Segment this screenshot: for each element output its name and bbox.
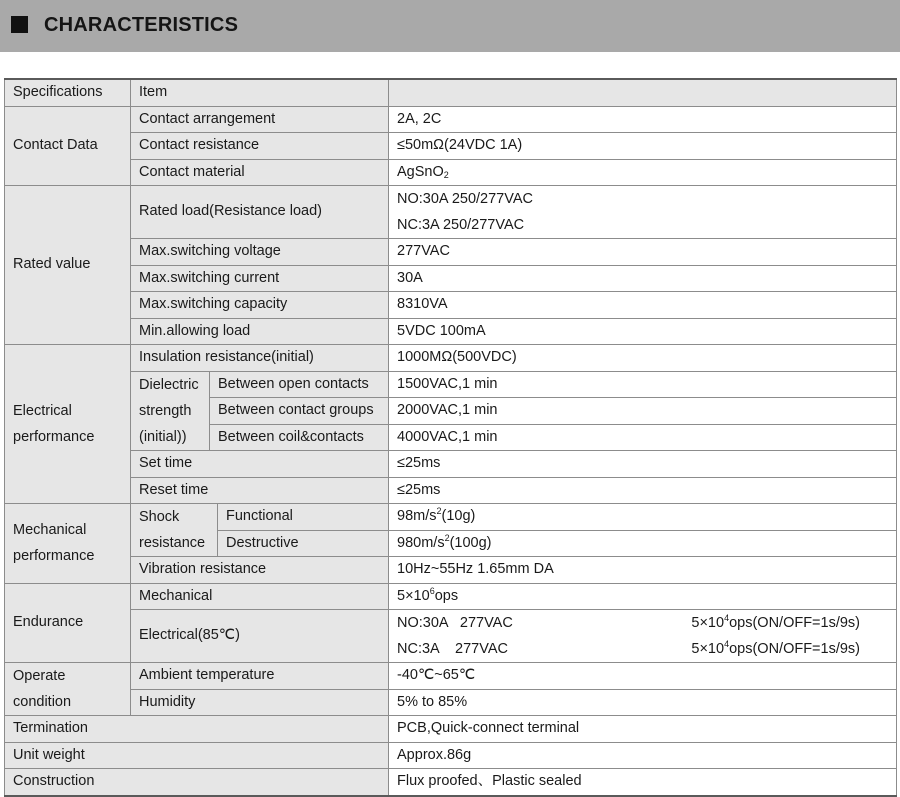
value-part: 98m/s — [397, 508, 437, 524]
item-label: Between contact groups — [210, 398, 389, 425]
item-label: Max.switching capacity — [131, 292, 389, 319]
item-label: Vibration resistance — [131, 557, 389, 584]
group-label-line: Mechanical — [13, 522, 87, 539]
item-label: Contact material — [131, 159, 389, 186]
item-value: Approx.86g — [389, 742, 897, 769]
header-specifications: Specifications — [5, 79, 131, 106]
group-termination: Termination — [5, 716, 389, 743]
item-value — [389, 530, 897, 557]
table-row — [5, 371, 897, 398]
value-superscript: 4 — [724, 639, 730, 649]
item-label: Min.allowing load — [131, 318, 389, 345]
value-part: (100g) — [449, 534, 492, 551]
subgroup-label-line: Shock — [139, 509, 180, 525]
table-row — [5, 106, 897, 133]
group-endurance: Endurance — [5, 583, 131, 663]
item-value: 30A — [389, 265, 897, 292]
item-label: Mechanical — [131, 583, 389, 610]
table-row — [5, 689, 897, 716]
group-operate-condition — [5, 663, 131, 716]
item-label: Max.switching current — [131, 265, 389, 292]
item-value: 277VAC — [389, 239, 897, 266]
item-label: Between coil&contacts — [210, 424, 389, 451]
subgroup-dielectric-strength — [131, 371, 210, 451]
item-label: Electrical(85℃) — [131, 610, 389, 663]
value-superscript: 6 — [429, 585, 435, 596]
item-value: 5VDC 100mA — [389, 318, 897, 345]
value-part: 5×10 — [397, 587, 430, 604]
group-label-line: Electrical — [13, 403, 72, 419]
endurance-no-rating: NO:30A 277VAC — [397, 615, 513, 631]
item-value — [389, 504, 897, 531]
value-part: ops — [434, 587, 459, 604]
endurance-nc-rating: NC:3A 277VAC — [397, 641, 508, 657]
group-unit-weight: Unit weight — [5, 742, 389, 769]
item-value: 1500VAC,1 min — [389, 371, 897, 398]
item-value-dual — [389, 610, 897, 663]
table-row — [5, 557, 897, 584]
table-row — [5, 265, 897, 292]
item-label: Humidity — [131, 689, 389, 716]
characteristics-table — [4, 78, 897, 797]
value-main: AgSnO — [397, 163, 444, 180]
table-row — [5, 133, 897, 160]
item-value-dual — [389, 186, 897, 239]
endurance-no-cycles — [691, 610, 860, 636]
table-header-row — [5, 79, 897, 106]
subgroup-label-line: Dielectric — [139, 376, 199, 393]
value-part: 5×10 — [691, 641, 725, 657]
table-row — [5, 583, 897, 610]
subgroup-label-line: (initial)) — [139, 428, 187, 445]
table-row — [5, 769, 897, 796]
item-value: ≤25ms — [389, 477, 897, 504]
table-row — [5, 477, 897, 504]
group-mechanical-performance — [5, 504, 131, 584]
item-value: PCB,Quick-connect terminal — [389, 716, 897, 743]
endurance-no-line — [397, 610, 888, 636]
table-row — [5, 159, 897, 186]
value-subscript: 2 — [443, 169, 449, 180]
item-label: Contact arrangement — [131, 106, 389, 133]
item-label: Rated load(Resistance load) — [131, 186, 389, 239]
group-rated-value: Rated value — [5, 186, 131, 345]
table-row — [5, 716, 897, 743]
value-part: 5×10 — [691, 615, 725, 631]
item-value: 2A, 2C — [389, 106, 897, 133]
group-electrical-performance — [5, 345, 131, 504]
endurance-nc-line — [397, 636, 888, 662]
group-label-line: performance — [13, 429, 95, 445]
item-label: Max.switching voltage — [131, 239, 389, 266]
value-part: (10g) — [441, 508, 476, 524]
item-value: 4000VAC,1 min — [389, 424, 897, 451]
item-label: Destructive — [218, 530, 389, 557]
group-construction: Construction — [5, 769, 389, 796]
table-row — [5, 186, 897, 239]
value-superscript: 2 — [436, 506, 442, 516]
item-value: 8310VA — [389, 292, 897, 319]
item-label: Between open contacts — [210, 371, 389, 398]
header-square-icon — [11, 16, 28, 33]
item-label: Reset time — [131, 477, 389, 504]
item-label: Functional — [218, 504, 389, 531]
section-header — [0, 0, 900, 52]
group-label-line: Operate — [13, 668, 66, 684]
value-part: ops(ON/OFF=1s/9s) — [729, 615, 861, 631]
item-value: 2000VAC,1 min — [389, 398, 897, 425]
item-value: -40℃~65℃ — [389, 663, 897, 690]
table-row — [5, 504, 897, 531]
group-label-line: performance — [13, 548, 95, 565]
item-label: Contact resistance — [131, 133, 389, 160]
header-value — [389, 79, 897, 106]
table-row — [5, 742, 897, 769]
item-value: ≤25ms — [389, 451, 897, 478]
subgroup-label-line: resistance — [139, 535, 206, 551]
subgroup-label-line: strength — [139, 402, 192, 419]
item-label: Insulation resistance(initial) — [131, 345, 389, 372]
group-contact-data: Contact Data — [5, 106, 131, 186]
item-value: 1000MΩ(500VDC) — [389, 345, 897, 372]
subgroup-shock-resistance — [131, 504, 218, 557]
item-value: 10Hz~55Hz 1.65mm DA — [389, 557, 897, 584]
item-value: 5% to 85% — [389, 689, 897, 716]
table-row — [5, 345, 897, 372]
item-label: Ambient temperature — [131, 663, 389, 690]
value-superscript: 4 — [724, 613, 730, 623]
value-part: ops(ON/OFF=1s/9s) — [729, 641, 861, 657]
item-value: Flux proofed、Plastic sealed — [389, 769, 897, 796]
item-value — [389, 159, 897, 186]
item-label: Set time — [131, 451, 389, 478]
value-superscript: 2 — [444, 532, 450, 543]
table-row — [5, 292, 897, 319]
rated-load-no: NO:30A 250/277VAC — [397, 191, 533, 207]
value-part: 980m/s — [397, 534, 445, 551]
table-row — [5, 239, 897, 266]
item-value: ≤50mΩ(24VDC 1A) — [389, 133, 897, 160]
rated-load-nc: NC:3A 250/277VAC — [397, 217, 525, 233]
header-item: Item — [131, 79, 389, 106]
table-row — [5, 663, 897, 690]
section-title: CHARACTERISTICS — [44, 14, 239, 36]
group-label-line: condition — [13, 694, 72, 710]
item-value — [389, 583, 897, 610]
table-row — [5, 451, 897, 478]
endurance-nc-cycles — [691, 636, 860, 662]
table-row — [5, 610, 897, 663]
table-row — [5, 318, 897, 345]
